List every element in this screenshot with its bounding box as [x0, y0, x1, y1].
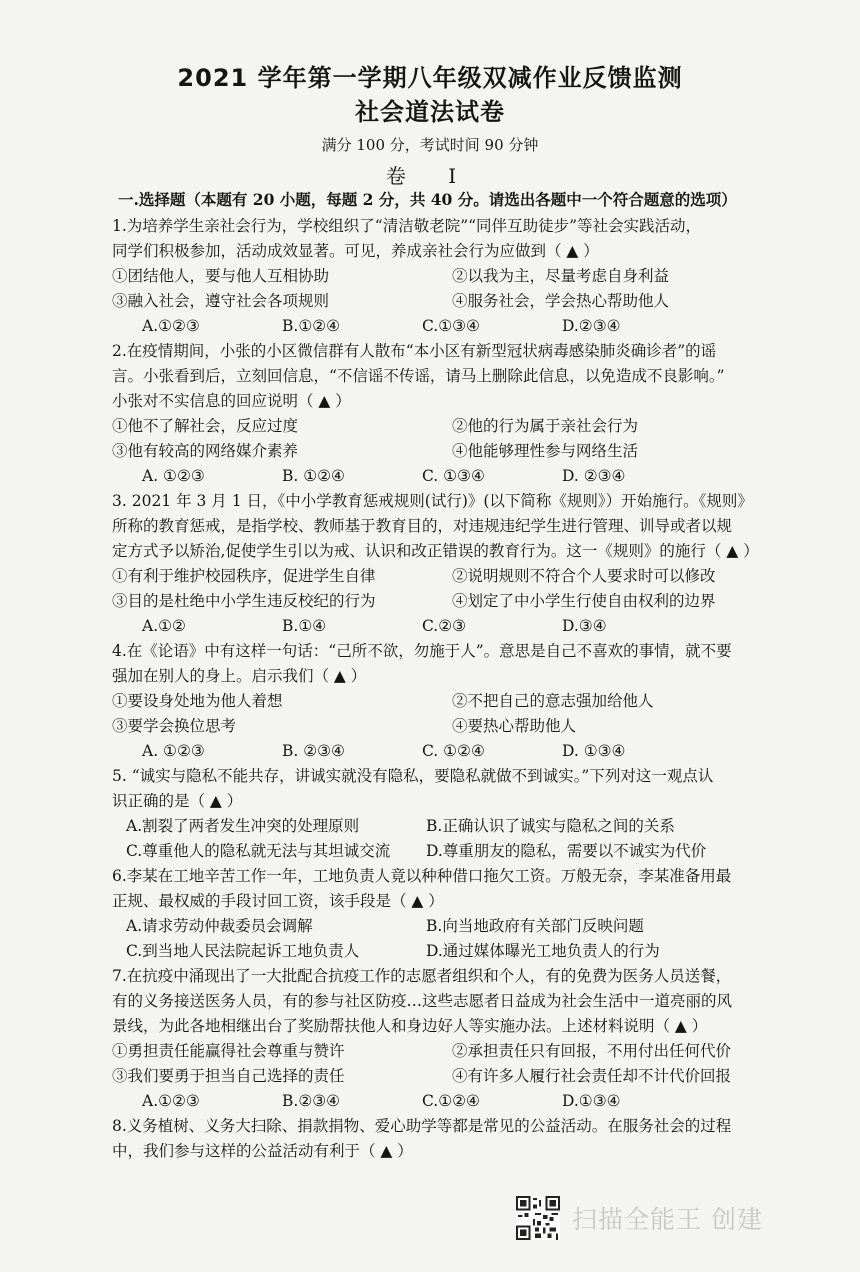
statement-row [112, 264, 792, 289]
volume-label: 卷 I [385, 164, 475, 188]
question-stem-line: 3. 2021 年 3 月 1 日，《中小学教育惩戒规则(试行)》(以下简称《规则》）开始施行。《规则》 [112, 492, 753, 510]
question-block [112, 1114, 792, 1164]
answer-choice: C.①②④ [422, 1092, 480, 1110]
question-block [112, 764, 792, 864]
exam-subtitle: 社会道法试卷 [355, 98, 505, 126]
statement-option: ①勇担责任能赢得社会尊重与赞许 [112, 1042, 345, 1060]
section-heading: 一.选择题（本题有 20 小题，每题 2 分，共 40 分。请选出各题中一个符合题意的选项） [118, 190, 737, 209]
statement-row [112, 414, 792, 439]
statement-option: ②承担责任只有回报，不用付出任何代价 [452, 1042, 732, 1060]
exam-title: 2021 学年第一学期八年级双减作业反馈监测 [177, 64, 683, 92]
answer-row [112, 939, 792, 964]
question-block [112, 864, 792, 964]
qr-code-icon [516, 1196, 560, 1240]
statement-option: ③融入社会，遵守社会各项规则 [112, 292, 330, 310]
question-stem-line: 7.在抗疫中涌现出了一大批配合抗疫工作的志愿者组织和个人，有的免费为医务人员送餐， [112, 967, 732, 985]
answer-option: B.正确认识了诚实与隐私之间的关系 [426, 817, 675, 835]
answer-choices [112, 1089, 792, 1114]
answer-choice: A. ①②③ [142, 467, 205, 485]
question-stem-line: 同学们积极参加，活动成效显著。可见，养成亲社会行为应做到（ ▲ ） [112, 242, 599, 260]
question-stem-line: 8.义务植树、义务大扫除、捐款捐物、爱心助学等都是常见的公益活动。在服务社会的过程 [112, 1117, 732, 1135]
answer-option: D.尊重朋友的隐私，需要以不诚实为代价 [426, 842, 707, 860]
statement-row [112, 1039, 792, 1064]
answer-choice: A.①② [142, 617, 186, 635]
answer-choice: B.②③④ [282, 1092, 341, 1110]
answer-choice: C.②③ [422, 617, 467, 635]
answer-row [112, 914, 792, 939]
answer-choice: B. ①②④ [282, 467, 345, 485]
question-stem-line: 所称的教育惩戒，是指学校、教师基于教育目的，对违规违纪学生进行管理、训导或者以规 [112, 517, 733, 535]
question-stem-line: 言。小张看到后，立刻回信息，“不信谣不传谣，请马上删除此信息，以免造成不良影响。” [112, 367, 725, 385]
answer-choice: C. ①③④ [422, 467, 485, 485]
question-stem-line: 6.李某在工地辛苦工作一年，工地负责人竟以种种借口拖欠工资。万般无奈，李某准备用最 [112, 867, 732, 885]
statement-option: ②他的行为属于亲社会行为 [452, 417, 639, 435]
question-list [112, 214, 792, 1164]
exam-content [112, 188, 792, 1164]
answer-option: A.割裂了两者发生冲突的处理原则 [126, 817, 360, 835]
answer-option: C.到当地人民法院起诉工地负责人 [126, 942, 360, 960]
statement-row [112, 714, 792, 739]
answer-choice: B.①④ [282, 617, 327, 635]
answer-choice: C. ①②④ [422, 742, 485, 760]
statement-option: ③我们要勇于担当自己选择的责任 [112, 1067, 345, 1085]
statement-option: ③目的是杜绝中小学生违反校纪的行为 [112, 592, 376, 610]
question-block [112, 489, 792, 639]
question-block [112, 639, 792, 764]
answer-choice: D.②③④ [562, 317, 621, 335]
question-block [112, 964, 792, 1114]
answer-choice: C.①③④ [422, 317, 480, 335]
statement-option: ②以我为主，尽量考虑自身利益 [452, 267, 670, 285]
statement-option: ④划定了中小学生行使自由权利的边界 [452, 592, 716, 610]
answer-choices [112, 739, 792, 764]
answer-option: A.请求劳动仲裁委员会调解 [126, 917, 313, 935]
answer-choice: A.①②③ [142, 1092, 200, 1110]
question-stem-line: 景线，为此各地相继出台了奖励帮扶他人和身边好人等实施办法。上述材料说明（ ▲ ） [112, 1017, 708, 1035]
answer-choice: B. ②③④ [282, 742, 345, 760]
question-stem-line: 1.为培养学生亲社会行为，学校组织了“清洁敬老院”“同伴互助徒步”等社会实践活动， [112, 217, 701, 235]
answer-choice: A.①②③ [142, 317, 200, 335]
question-block [112, 214, 792, 339]
statement-row [112, 439, 792, 464]
statement-row [112, 689, 792, 714]
statement-option: ②不把自己的意志强加给他人 [452, 692, 654, 710]
answer-row [112, 839, 792, 864]
statement-option: ①有利于维护校园秩序，促进学生自律 [112, 567, 376, 585]
statement-option: ③他有较高的网络媒介素养 [112, 442, 299, 460]
question-stem-line: 中，我们参与这样的公益活动有利于（ ▲ ） [112, 1142, 413, 1160]
question-stem-line: 2.在疫情期间，小张的小区微信群有人散布“本小区有新型冠状病毒感染肺炎确诊者”的谣 [112, 342, 717, 360]
answer-option: B.向当地政府有关部门反映问题 [426, 917, 644, 935]
statement-option: ①要设身处地为他人着想 [112, 692, 283, 710]
question-stem-line: 识正确的是（ ▲ ） [112, 792, 243, 810]
answer-choice: A. ①②③ [142, 742, 205, 760]
statement-row [112, 589, 792, 614]
question-stem-line: 5. “诚实与隐私不能共存，讲诚实就没有隐私，要隐私就做不到诚实。”下列对这一观点认 [112, 767, 714, 785]
answer-choice: D. ②③④ [562, 467, 626, 485]
question-stem-line: 小张对不实信息的回应说明（ ▲ ） [112, 392, 351, 410]
statement-option: ①团结他人，要与他人互相协助 [112, 267, 330, 285]
answer-choice: B.①②④ [282, 317, 341, 335]
question-block [112, 339, 792, 489]
answer-choices [112, 314, 792, 339]
answer-choices [112, 614, 792, 639]
answer-choice: D. ①③④ [562, 742, 626, 760]
statement-option: ③要学会换位思考 [112, 717, 237, 735]
scanner-footer [516, 1196, 763, 1240]
question-stem-line: 强加在别人的身上。启示我们（ ▲ ） [112, 667, 367, 685]
statement-option: ①他不了解社会，反应过度 [112, 417, 299, 435]
answer-row [112, 814, 792, 839]
statement-row [112, 289, 792, 314]
statement-option: ④有许多人履行社会责任却不计代价回报 [452, 1067, 732, 1085]
scanner-watermark: 扫描全能王 创建 [572, 1205, 763, 1234]
question-stem-line: 4.在《论语》中有这样一句话：“己所不欲，勿施于人”。意思是自己不喜欢的事情，就不要 [112, 642, 732, 660]
answer-choice: D.③④ [562, 617, 607, 635]
answer-option: C.尊重他人的隐私就无法与其坦诚交流 [126, 842, 391, 860]
question-stem-line: 正规、最权威的手段讨回工资，该手段是（ ▲ ） [112, 892, 444, 910]
answer-option: D.通过媒体曝光工地负责人的行为 [426, 942, 660, 960]
question-stem-line: 有的义务接送医务人员，有的参与社区防疫…这些志愿者日益成为社会生活中一道亮丽的风 [112, 992, 733, 1010]
exam-meta: 满分 100 分，考试时间 90 分钟 [321, 136, 539, 154]
statement-option: ④要热心帮助他人 [452, 717, 577, 735]
statement-option: ②说明规则不符合个人要求时可以修改 [452, 567, 716, 585]
statement-row [112, 564, 792, 589]
statement-option: ④他能够理性参与网络生活 [452, 442, 639, 460]
answer-choices [112, 464, 792, 489]
question-stem-line: 定方式予以矫治,促使学生引以为戒、认识和改正错误的教育行为。这一《规则》的施行（ ▲ ） [112, 542, 759, 560]
statement-option: ④服务社会，学会热心帮助他人 [452, 292, 670, 310]
statement-row [112, 1064, 792, 1089]
answer-choice: D.①③④ [562, 1092, 621, 1110]
